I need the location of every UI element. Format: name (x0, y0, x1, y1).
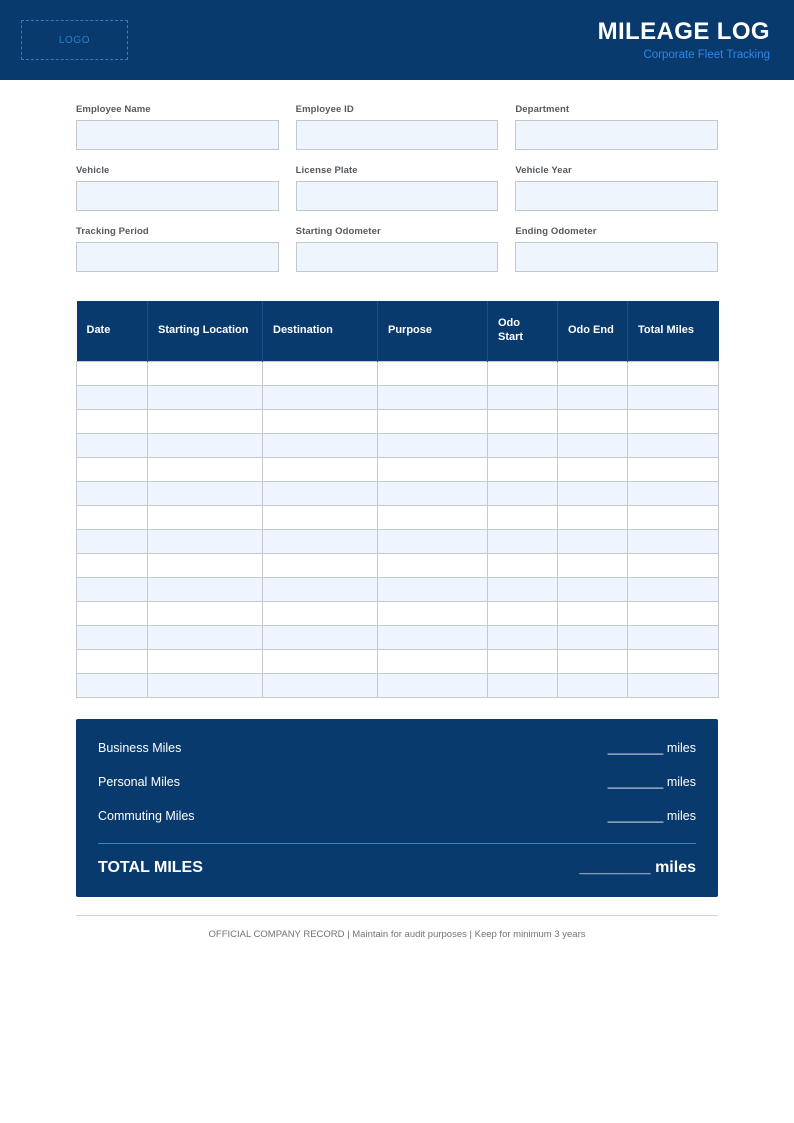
table-row (77, 361, 719, 385)
table-cell-starting-location[interactable] (148, 433, 263, 457)
table-cell-date[interactable] (77, 673, 148, 697)
summary-row-personal-miles (98, 775, 696, 789)
table-cell-purpose[interactable] (378, 529, 488, 553)
table-row (77, 481, 719, 505)
table-row (77, 553, 719, 577)
table-cell-odo-start[interactable] (488, 529, 558, 553)
table-column-odo-end: Odo End (558, 301, 628, 361)
table-column-date: Date (77, 301, 148, 361)
table-cell-total-miles[interactable] (628, 649, 719, 673)
table-cell-odo-start[interactable] (488, 601, 558, 625)
field-employee-id (296, 104, 499, 150)
table-cell-date[interactable] (77, 577, 148, 601)
table-cell-odo-start[interactable] (488, 433, 558, 457)
summary-label-personal-miles: Personal Miles (98, 774, 180, 789)
table-cell-starting-location[interactable] (148, 409, 263, 433)
summary-unit-personal-miles: miles (666, 774, 696, 789)
table-row (77, 505, 719, 529)
table-cell-odo-end[interactable] (558, 505, 628, 529)
table-cell-destination[interactable] (263, 577, 378, 601)
input-ending-odometer[interactable] (515, 242, 718, 272)
table-cell-destination[interactable] (263, 481, 378, 505)
table-cell-purpose[interactable] (378, 433, 488, 457)
table-cell-destination[interactable] (263, 457, 378, 481)
logo-placeholder[interactable] (21, 20, 128, 60)
table-cell-date[interactable] (77, 601, 148, 625)
table-cell-starting-location[interactable] (148, 505, 263, 529)
table-cell-date[interactable] (77, 553, 148, 577)
summary-value-total-miles[interactable] (579, 859, 696, 877)
table-header (77, 301, 719, 361)
input-vehicle-year[interactable] (515, 181, 718, 211)
table-header-row (77, 301, 719, 361)
table-cell-odo-end[interactable] (558, 577, 628, 601)
table-cell-purpose[interactable] (378, 361, 488, 385)
footer-divider (76, 915, 718, 916)
table-cell-starting-location[interactable] (148, 361, 263, 385)
table-column-starting-location: Starting Location (148, 301, 263, 361)
table-row (77, 457, 719, 481)
header-titles (598, 18, 770, 62)
table-cell-total-miles[interactable] (628, 433, 719, 457)
table-cell-destination[interactable] (263, 385, 378, 409)
field-label-employee-id: Employee ID (295, 104, 354, 115)
table-cell-odo-end[interactable] (558, 457, 628, 481)
table-cell-starting-location[interactable] (148, 625, 263, 649)
table-cell-total-miles[interactable] (628, 385, 719, 409)
table-cell-total-miles[interactable] (628, 625, 719, 649)
summary-row-business-miles (98, 741, 696, 755)
table-cell-odo-start[interactable] (488, 409, 558, 433)
table-row (77, 649, 719, 673)
summary-label-business-miles: Business Miles (98, 740, 182, 755)
table-cell-date[interactable] (77, 505, 148, 529)
page-subtitle: Corporate Fleet Tracking (643, 48, 770, 61)
table-cell-odo-end[interactable] (558, 649, 628, 673)
table-cell-purpose[interactable] (378, 553, 488, 577)
summary-label-total-miles: TOTAL MILES (98, 858, 203, 876)
mileage-log-table (76, 301, 719, 698)
table-cell-odo-end[interactable] (558, 433, 628, 457)
input-license-plate[interactable] (296, 181, 499, 211)
table-cell-date[interactable] (77, 361, 148, 385)
table-cell-date[interactable] (77, 433, 148, 457)
table-cell-odo-end[interactable] (558, 481, 628, 505)
table-cell-destination[interactable] (263, 529, 378, 553)
table-row (77, 601, 719, 625)
table-cell-total-miles[interactable] (628, 409, 719, 433)
table-cell-starting-location[interactable] (148, 577, 263, 601)
summary-unit-commuting-miles: miles (666, 808, 696, 823)
field-starting-odometer (296, 226, 499, 272)
table-column-odo-start: Odo Start (488, 301, 558, 361)
table-cell-total-miles[interactable] (628, 361, 719, 385)
table-cell-destination[interactable] (263, 409, 378, 433)
table-cell-destination[interactable] (263, 649, 378, 673)
table-cell-total-miles[interactable] (628, 481, 719, 505)
table-cell-odo-start[interactable] (488, 457, 558, 481)
field-employee-name (76, 104, 279, 150)
table-cell-starting-location[interactable] (148, 385, 263, 409)
table-row (77, 409, 719, 433)
table-cell-starting-location[interactable] (148, 529, 263, 553)
table-cell-odo-start[interactable] (488, 481, 558, 505)
summary-value-commuting-miles[interactable] (608, 809, 696, 823)
field-label-department: Department (515, 104, 570, 115)
table-cell-odo-end[interactable] (558, 529, 628, 553)
table-row (77, 385, 719, 409)
input-employee-id[interactable] (296, 120, 499, 150)
table-cell-odo-end[interactable] (558, 361, 628, 385)
table-cell-total-miles[interactable] (628, 553, 719, 577)
table-cell-odo-start[interactable] (488, 505, 558, 529)
table-cell-date[interactable] (77, 385, 148, 409)
table-row (77, 625, 719, 649)
table-cell-starting-location[interactable] (148, 457, 263, 481)
field-license-plate (296, 165, 499, 211)
table-cell-odo-start[interactable] (488, 553, 558, 577)
table-column-destination: Destination (263, 301, 378, 361)
field-label-ending-odometer: Ending Odometer (515, 226, 597, 237)
summary-blank-business-miles[interactable]: ________ (607, 740, 664, 755)
table-cell-date[interactable] (77, 481, 148, 505)
table-cell-starting-location[interactable] (148, 553, 263, 577)
table-cell-destination[interactable] (263, 433, 378, 457)
table-row (77, 529, 719, 553)
input-starting-odometer[interactable] (296, 242, 499, 272)
field-label-license-plate: License Plate (295, 165, 358, 176)
table-cell-odo-end[interactable] (558, 409, 628, 433)
table-cell-total-miles[interactable] (628, 457, 719, 481)
page-header (0, 0, 794, 80)
table-cell-odo-start[interactable] (488, 361, 558, 385)
input-tracking-period[interactable] (76, 242, 279, 272)
input-department[interactable] (515, 120, 718, 150)
summary-divider (98, 843, 696, 844)
summary-blank-personal-miles[interactable]: ________ (607, 774, 664, 789)
table-cell-odo-end[interactable] (558, 385, 628, 409)
table-cell-destination[interactable] (263, 553, 378, 577)
table-cell-destination[interactable] (263, 505, 378, 529)
table-cell-purpose[interactable] (378, 505, 488, 529)
table-cell-purpose[interactable] (378, 673, 488, 697)
table-cell-total-miles[interactable] (628, 601, 719, 625)
field-vehicle-year (515, 165, 718, 211)
table-row (77, 433, 719, 457)
table-column-total-miles: Total Miles (628, 301, 719, 361)
summary-value-business-miles[interactable] (608, 741, 696, 755)
table-row (77, 673, 719, 697)
summary-label-commuting-miles: Commuting Miles (98, 808, 195, 823)
summary-blank-commuting-miles[interactable]: ________ (607, 808, 664, 823)
page-title: MILEAGE LOG (597, 18, 770, 46)
table-cell-starting-location[interactable] (148, 649, 263, 673)
table-cell-destination[interactable] (263, 361, 378, 385)
field-label-vehicle: Vehicle (76, 165, 110, 176)
table-cell-date[interactable] (77, 457, 148, 481)
table-cell-odo-end[interactable] (558, 625, 628, 649)
field-vehicle (76, 165, 279, 211)
table-cell-odo-start[interactable] (488, 385, 558, 409)
field-tracking-period (76, 226, 279, 272)
table-cell-odo-start[interactable] (488, 649, 558, 673)
table-cell-purpose[interactable] (378, 457, 488, 481)
summary-unit-total-miles: miles (655, 858, 696, 876)
table-cell-starting-location[interactable] (148, 481, 263, 505)
table-cell-destination[interactable] (263, 625, 378, 649)
field-ending-odometer (515, 226, 718, 272)
table-cell-starting-location[interactable] (148, 673, 263, 697)
table-cell-total-miles[interactable] (628, 529, 719, 553)
summary-blank-total-miles[interactable]: ________ (579, 858, 651, 876)
table-cell-total-miles[interactable] (628, 577, 719, 601)
summary-value-personal-miles[interactable] (608, 775, 696, 789)
field-label-employee-name: Employee Name (76, 104, 151, 115)
table-cell-total-miles[interactable] (628, 505, 719, 529)
table-cell-odo-start[interactable] (488, 625, 558, 649)
table-cell-starting-location[interactable] (148, 601, 263, 625)
input-vehicle[interactable] (76, 181, 279, 211)
table-cell-purpose[interactable] (378, 481, 488, 505)
table-cell-purpose[interactable] (378, 577, 488, 601)
logo-placeholder-label: LOGO (58, 34, 91, 46)
input-employee-name[interactable] (76, 120, 279, 150)
table-cell-date[interactable] (77, 625, 148, 649)
field-label-vehicle-year: Vehicle Year (515, 165, 572, 176)
field-label-tracking-period: Tracking Period (76, 226, 149, 237)
table-cell-date[interactable] (77, 649, 148, 673)
field-department (515, 104, 718, 150)
table-cell-odo-end[interactable] (558, 601, 628, 625)
table-cell-odo-end[interactable] (558, 673, 628, 697)
field-label-starting-odometer: Starting Odometer (295, 226, 381, 237)
summary-unit-business-miles: miles (666, 740, 696, 755)
table-body (77, 361, 719, 697)
summary-row-total-miles (98, 859, 696, 877)
table-column-purpose: Purpose (378, 301, 488, 361)
employee-vehicle-form (76, 104, 718, 287)
footer-note: OFFICIAL COMPANY RECORD | Maintain for audit purposes | Keep for minimum 3 years (208, 928, 586, 940)
table-cell-purpose[interactable] (378, 601, 488, 625)
table-cell-date[interactable] (77, 409, 148, 433)
table-cell-odo-start[interactable] (488, 577, 558, 601)
table-cell-purpose[interactable] (378, 409, 488, 433)
table-cell-purpose[interactable] (378, 649, 488, 673)
mileage-summary-panel (76, 719, 718, 897)
table-cell-purpose[interactable] (378, 385, 488, 409)
table-row (77, 577, 719, 601)
table-cell-total-miles[interactable] (628, 673, 719, 697)
page-body (0, 80, 794, 940)
table-cell-odo-start[interactable] (488, 673, 558, 697)
table-cell-destination[interactable] (263, 601, 378, 625)
table-cell-date[interactable] (77, 529, 148, 553)
table-cell-odo-end[interactable] (558, 553, 628, 577)
summary-row-commuting-miles (98, 809, 696, 823)
table-cell-purpose[interactable] (378, 625, 488, 649)
table-cell-destination[interactable] (263, 673, 378, 697)
